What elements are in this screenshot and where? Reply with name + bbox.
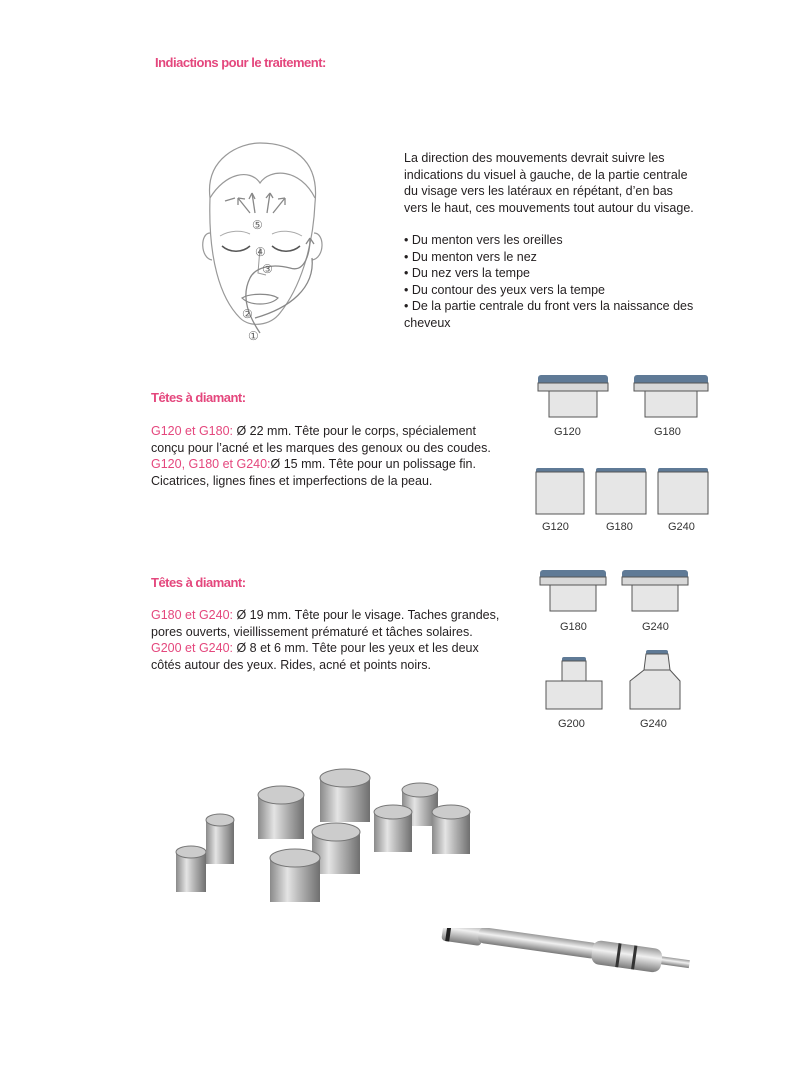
face-number-2: ② [242,307,253,321]
section2-text [151,423,511,489]
section2-line2-models: G120, G180 et G240: [151,457,271,471]
face-number-5: ⑤ [252,218,263,232]
face-diagram [180,138,340,348]
head-label: G200 [558,718,585,730]
metal-tip [432,805,470,854]
face-number-1: ① [248,329,259,343]
head-label: G180 [654,426,681,438]
metal-tip [176,846,206,892]
head-label: G240 [668,521,695,533]
section2-line2-desc: Ø 15 mm. Tête pour un polissage fin. Cicatrices, lignes fines et imperfections de la peau. [151,457,476,488]
section3-text [151,607,511,673]
metal-tip [320,769,370,822]
head-label: G120 [542,521,569,533]
movement-item: • Du contour des yeux vers la tempe [404,282,694,299]
diamond-tips-photo [160,760,480,920]
section3-line2-models: G200 et G240: [151,641,234,655]
face-number-3: ③ [262,262,273,276]
metal-tip [258,786,304,839]
movement-list [404,232,694,331]
movement-item: • Du menton vers le nez [404,249,694,266]
metal-tip [206,814,234,864]
section3-heading: Têtes à diamant: [151,575,246,590]
movement-item: • De la partie centrale du front vers la naissance des cheveux [404,298,694,331]
section2-line1-desc: Ø 22 mm. Tête pour le corps, spécialement conçu pour l’acné et les marques des genoux ou des coudes. [151,424,491,455]
section2-line1-models: G120 et G180: [151,424,234,438]
head-label: G120 [554,426,581,438]
face-number-4: ④ [255,245,266,259]
section2-heading: Têtes à diamant: [151,390,246,405]
head-label: G180 [560,621,587,633]
handpiece-photo [436,928,696,988]
head-label: G240 [640,718,667,730]
movement-item: • Du nez vers la tempe [404,265,694,282]
head-label: G240 [642,621,669,633]
metal-tip [270,849,320,902]
section3-line1-models: G180 et G240: [151,608,234,622]
direction-description: La direction des mouvements devrait suivre les indications du visuel à gauche, de la partie centrale du visage vers les latéraux en répétant, d’en bas vers le haut, ces mouvements tout autour du visage. [404,151,694,215]
movement-item: • Du menton vers les oreilles [404,232,694,249]
head-label: G180 [606,521,633,533]
section3-line1-desc: Ø 19 mm. Tête pour le visage. Taches grandes, pores ouverts, vieillissement prématuré et tâches solaires. [151,608,500,639]
section3-line2-desc: Ø 8 et 6 mm. Tête pour les yeux et les deux côtés autour des yeux. Rides, acné et points noirs. [151,641,479,672]
diamond-heads-diagram-1 [530,365,720,540]
metal-tip [374,805,412,852]
section1-heading: Indiactions pour le traitement: [155,55,326,70]
diamond-heads-diagram-2 [530,562,700,737]
